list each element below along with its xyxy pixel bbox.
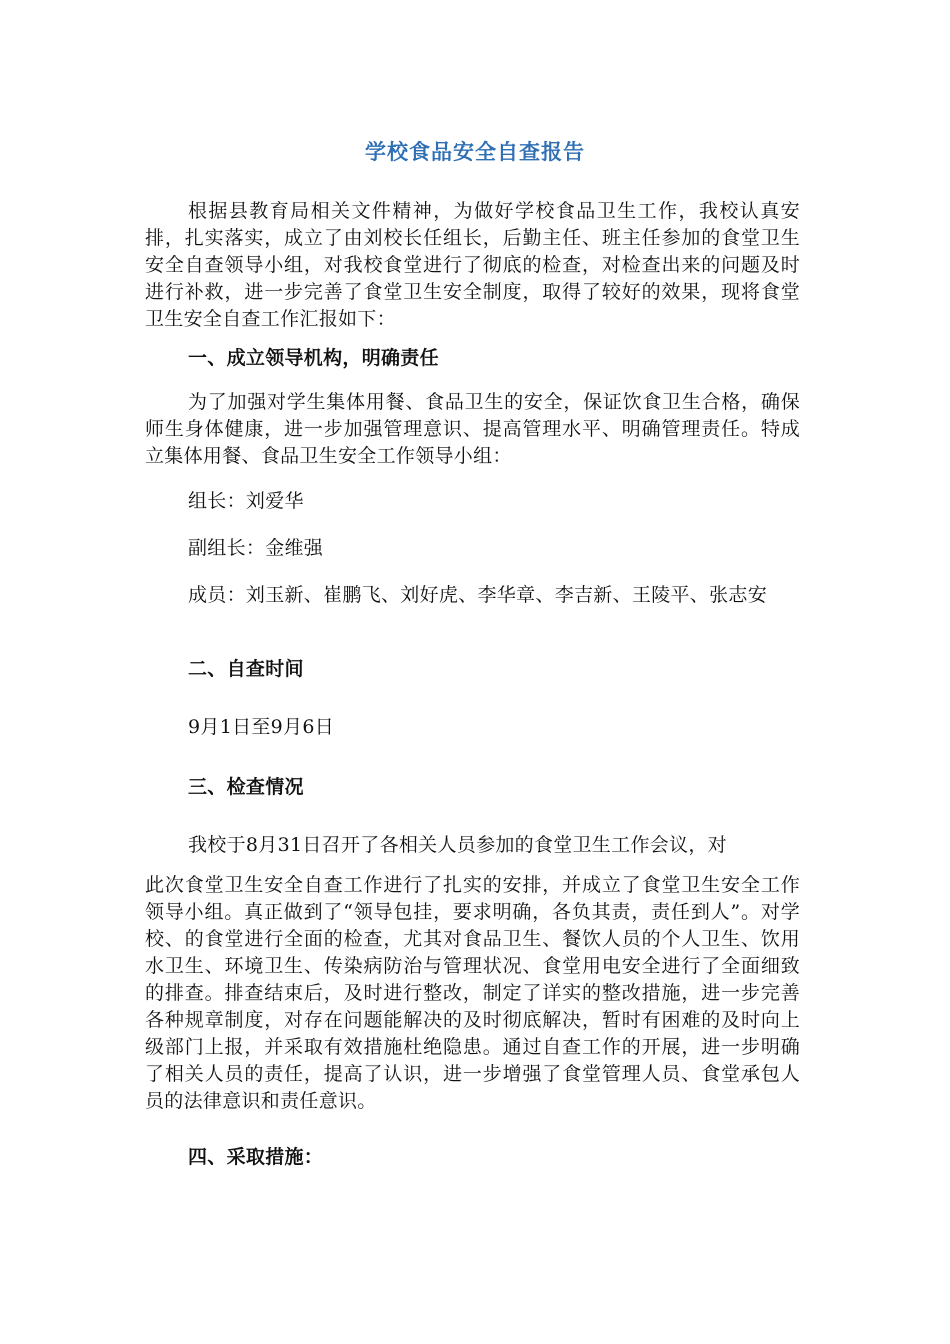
deputy-line: 副组长：金维强 xyxy=(188,537,324,559)
section1-paragraph: 为了加强对学生集体用餐、食品卫生的安全，保证饮食卫生合格，确保师生身体健康，进一步加强管理意识、提高管理水平、明确管理责任。特成立集体用餐、食品卫生安全工作领导小组： xyxy=(145,391,800,467)
section2-date: 9月1日至9月6日 xyxy=(188,716,335,738)
section4-heading: 四、采取措施： xyxy=(188,1146,324,1168)
section3-heading: 三、检查情况 xyxy=(188,776,304,798)
intro-paragraph: 根据县教育局相关文件精神，为做好学校食品卫生工作，我校认真安排，扎实落实，成立了由刘校长任组长，后勤主任、班主任参加的食堂卫生安全自查领导小组，对我校食堂进行了彻底的检查，对检查出来的问题及时进行补救，进一步完善了食堂卫生安全制度，取得了较好的效果，现将食堂卫生安全自查工作汇报如下： xyxy=(145,200,800,330)
section3-first-line: 我校于8月31日召开了各相关人员参加的食堂卫生工作会议，对 xyxy=(188,834,727,856)
document-title: 学校食品安全自查报告 xyxy=(365,139,585,164)
section1-heading: 一、成立领导机构，明确责任 xyxy=(188,347,439,369)
section2-heading: 二、自查时间 xyxy=(188,658,304,680)
section3-paragraph: 此次食堂卫生安全自查工作进行了扎实的安排，并成立了食堂卫生安全工作领导小组。真正做到了“领导包挂，要求明确，各负其责，责任到人”。对学校、的食堂进行全面的检查，尤其对食品卫生、餐饮人员的个人卫生、饮用水卫生、环境卫生、传染病防治与管理状况、食堂用电安全进行了全面细致的排查。排查结束后，及时进行整改，制定了详实的整改措施，进一步完善各种规章制度，对存在问题能解决的及时彻底解决，暂时有困难的及时向上级部门上报，并采取有效措施杜绝隐患。通过自查工作的开展，进一步明确了相关人员的责任，提高了认识，进一步增强了食堂管理人员、食堂承包人员的法律意识和责任意识。 xyxy=(145,874,800,1112)
leader-line: 组长：刘爱华 xyxy=(188,490,304,512)
members-paragraph: 成员：刘玉新、崔鹏飞、刘好虎、李华章、李吉新、王陵平、张志安 xyxy=(188,584,768,606)
